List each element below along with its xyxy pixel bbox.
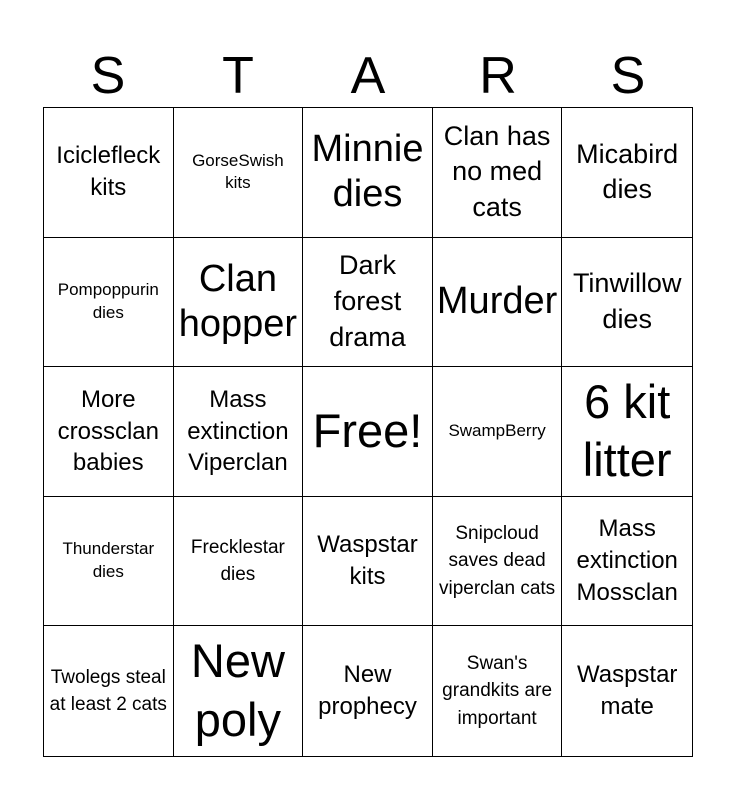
cell-text: 6 kit litter xyxy=(582,374,672,487)
header-letter-a: A xyxy=(350,47,386,105)
cell-text: Swan's grandkits are important xyxy=(442,652,553,729)
cell-text: Iciclefleck kits xyxy=(56,142,161,202)
bingo-cell[interactable] xyxy=(174,497,304,627)
bingo-cell[interactable] xyxy=(433,238,563,368)
cell-text: Waspstar kits xyxy=(317,531,418,591)
cell-text: Micabird dies xyxy=(576,138,679,205)
bingo-board xyxy=(43,107,693,757)
bingo-cell[interactable] xyxy=(433,626,563,756)
cell-text: Thunderstar dies xyxy=(62,539,155,582)
bingo-cell[interactable] xyxy=(303,626,433,756)
bingo-cell[interactable] xyxy=(562,108,692,238)
cell-text: More crossclan babies xyxy=(57,385,159,477)
cell-text: Tinwillow dies xyxy=(572,268,682,334)
bingo-cell[interactable] xyxy=(174,108,304,238)
bingo-cell[interactable] xyxy=(303,238,433,368)
cell-text: Twolegs steal at least 2 cats xyxy=(49,666,167,716)
bingo-cell[interactable] xyxy=(433,108,563,238)
cell-text: Murder xyxy=(436,280,558,323)
header-letter-s2: S xyxy=(610,47,646,105)
cell-text: Frecklestar dies xyxy=(190,536,285,586)
bingo-cell[interactable] xyxy=(174,367,304,497)
bingo-cell[interactable] xyxy=(44,367,174,497)
cell-text: Waspstar mate xyxy=(576,661,678,721)
bingo-cell[interactable] xyxy=(44,626,174,756)
bingo-cell[interactable] xyxy=(562,497,692,627)
cell-text: SwampBerry xyxy=(448,421,546,441)
bingo-cell[interactable] xyxy=(433,497,563,627)
bingo-cell[interactable] xyxy=(562,238,692,368)
bingo-cell[interactable] xyxy=(44,497,174,627)
bingo-free-cell[interactable] xyxy=(303,367,433,497)
bingo-cell[interactable] xyxy=(562,367,692,497)
bingo-cell[interactable] xyxy=(303,497,433,627)
bingo-cell[interactable] xyxy=(174,626,304,756)
cell-text: GorseSwish kits xyxy=(192,150,284,193)
cell-text: Dark forest drama xyxy=(329,250,406,352)
bingo-cell[interactable] xyxy=(433,367,563,497)
cell-text: Pompoppurin dies xyxy=(57,280,159,322)
bingo-cell[interactable] xyxy=(44,238,174,368)
cell-text: Snipcloud saves dead viperclan cats xyxy=(439,522,556,599)
header-letter-r: R xyxy=(479,47,517,105)
cell-text: Mass extinction Viperclan xyxy=(187,385,289,477)
header-letter-t: T xyxy=(222,47,254,105)
bingo-cell[interactable] xyxy=(303,108,433,238)
bingo-cell[interactable] xyxy=(44,108,174,238)
free-cell-text: Free! xyxy=(312,404,423,458)
cell-text: Mass extinction Mossclan xyxy=(576,515,678,607)
header-letter-s1: S xyxy=(90,47,126,105)
cell-text: Clan hopper xyxy=(178,258,298,345)
cell-text: New prophecy xyxy=(318,661,417,721)
cell-text: Clan has no med cats xyxy=(443,120,551,223)
cell-text: Minnie dies xyxy=(311,128,424,216)
cell-text: New poly xyxy=(190,634,285,747)
bingo-cell[interactable] xyxy=(562,626,692,756)
bingo-cell[interactable] xyxy=(174,238,304,368)
bingo-header xyxy=(43,46,693,106)
